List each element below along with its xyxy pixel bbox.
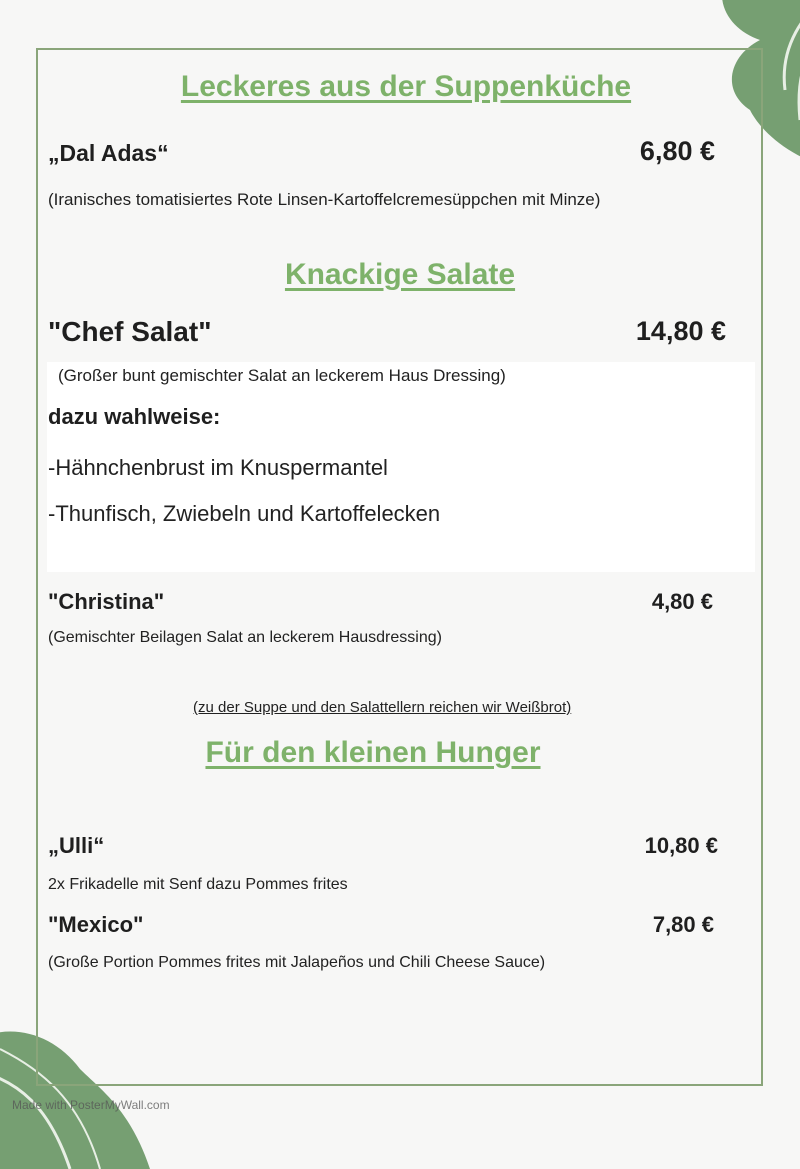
watermark: Made with PosterMyWall.com <box>12 1098 170 1112</box>
item-name-christina: "Christina" <box>48 589 165 614</box>
item-desc-mexico: (Große Portion Pommes frites mit Jalapeños und Chili Cheese Sauce) <box>48 954 546 971</box>
item-name-mexico: "Mexico" <box>48 912 144 937</box>
item-name-ulli: „Ulli“ <box>48 833 105 858</box>
item-price-christina: 4,80 € <box>651 589 713 614</box>
item-desc-dal-adas: (Iranisches tomatisiertes Rote Linsen-Kartoffelcremesüppchen mit Minze) <box>48 190 601 209</box>
section-heading-soup: Leckeres aus der Suppenküche <box>180 70 632 103</box>
item-desc-chef-salat: (Großer bunt gemischter Salat an leckerem Haus Dressing) <box>58 366 506 385</box>
section-heading-salads: Knackige Salate <box>284 258 516 291</box>
item-price-ulli: 10,80 € <box>644 833 718 858</box>
item-price-mexico: 7,80 € <box>652 912 714 937</box>
item-desc-ulli: 2x Frikadelle mit Senf dazu Pommes frites <box>48 876 348 893</box>
bread-note: (zu der Suppe und den Salattellern reichen wir Weißbrot) <box>193 699 572 716</box>
item-desc-christina: (Gemischter Beilagen Salat an leckerem Hausdressing) <box>48 629 442 646</box>
option-item: -Hähnchenbrust im Knuspermantel <box>48 455 388 480</box>
item-name-dal-adas: „Dal Adas“ <box>48 140 169 166</box>
option-item: -Thunfisch, Zwiebeln und Kartoffelecken <box>48 501 441 526</box>
options-label: dazu wahlweise: <box>48 404 221 429</box>
item-price-chef-salat: 14,80 € <box>635 316 726 346</box>
item-price-dal-adas: 6,80 € <box>639 136 715 166</box>
item-name-chef-salat: "Chef Salat" <box>48 316 212 347</box>
section-heading-small-hunger: Für den kleinen Hunger <box>205 736 541 769</box>
